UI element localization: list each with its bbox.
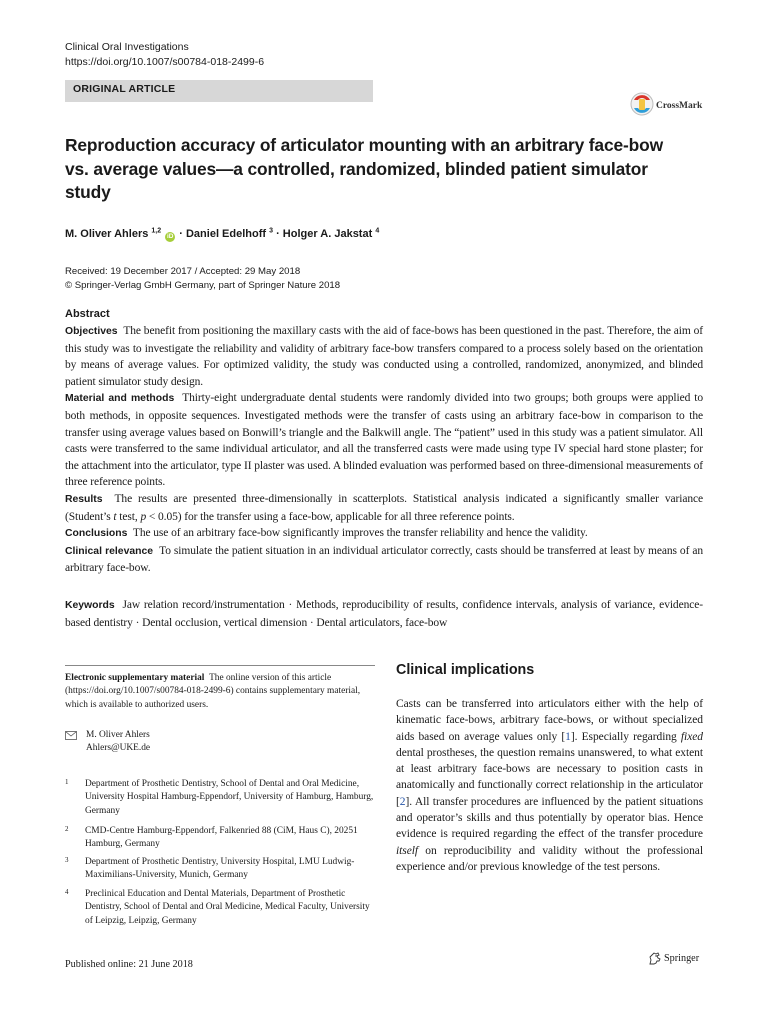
abstract-conclusions bbox=[65, 525, 703, 543]
published-online-date: Published online: 21 June 2018 bbox=[65, 959, 193, 970]
clinical-implications-text bbox=[396, 696, 703, 875]
article-doi-link[interactable]: https://doi.org/10.1007/s00784-018-2499-6 bbox=[65, 56, 265, 68]
received-accepted-dates: Received: 19 December 2017 / Accepted: 29 May 2018 bbox=[65, 266, 301, 277]
reference-link[interactable]: 2 bbox=[399, 795, 406, 808]
springer-horse-icon bbox=[648, 952, 662, 966]
abstract-section-text: Thirty-eight undergraduate dental students were randomly divided into two groups; both groups were applied to both methods, in opposite sequences. Investigated methods were the transfer of casts using an arbitrary face-bow in comparison to the transfer using average values based on Bonwill’s triangle and the Balkwill angle. The “patient” used in this study was a patient simulator. All casts were transferred to the same individual articulator, and all the transferred casts were made using type IV special hard stone plaster; for the attachment into the articulator, type II plaster was used. A blinded evaluation was performed based on three-dimensional measurements of three reference points. bbox=[65, 392, 703, 489]
abstract-heading: Abstract bbox=[65, 308, 110, 320]
article-type-banner bbox=[65, 80, 373, 102]
author-name[interactable]: M. Oliver Ahlers bbox=[65, 228, 149, 240]
abstract-results bbox=[65, 491, 703, 525]
supplementary-doi-link[interactable]: https://doi.org/10.1007/s00784-018-2499-6 bbox=[68, 686, 231, 697]
affiliation-text: Department of Prosthetic Dentistry, University Hospital, LMU Ludwig-Maximilians-University, Munich, Germany bbox=[85, 857, 355, 881]
abstract-section-text: The use of an arbitrary face-bow significantly improves the transfer reliability and hence the validity. bbox=[132, 527, 588, 540]
author-name[interactable]: Daniel Edelhoff bbox=[185, 228, 267, 240]
affiliation-number: 3 bbox=[65, 856, 69, 864]
author-affiliation-sup: 1,2 bbox=[151, 227, 162, 235]
keywords-label: Keywords bbox=[65, 600, 115, 611]
crossmark-badge[interactable] bbox=[630, 92, 710, 122]
author-list bbox=[65, 226, 379, 242]
crossmark-icon bbox=[630, 92, 654, 118]
italic-t: t bbox=[113, 510, 117, 523]
italic-fixed: fixed bbox=[680, 730, 704, 743]
abstract-methods bbox=[65, 390, 703, 491]
body-text: dental prostheses, the question remains unanswered, to what extent at least arbitrary face-bows are necessary to position casts in anatomically and functionally correct relationship in the articulator [ bbox=[396, 746, 703, 808]
affiliation-number: 1 bbox=[65, 778, 69, 786]
keywords bbox=[65, 597, 703, 631]
publisher-name: Springer bbox=[664, 953, 700, 964]
affiliation-text: CMD-Centre Hamburg-Eppendorf, Falkenried 88 (CiM, Haus C), 20251 Hamburg, Germany bbox=[85, 826, 358, 850]
affiliation-number: 4 bbox=[65, 888, 69, 896]
author-name[interactable]: Holger A. Jakstat bbox=[282, 228, 373, 240]
footnote-divider bbox=[65, 665, 375, 666]
author-affiliation-sup: 4 bbox=[375, 227, 380, 235]
abstract-clinical-relevance bbox=[65, 543, 703, 577]
abstract-section-text: The results are presented three-dimensionally in scatterplots. Statistical analysis indicated a significantly smaller variance (Student’s bbox=[65, 492, 703, 523]
abstract-section-label: Results bbox=[65, 493, 103, 505]
reference-link[interactable]: 1 bbox=[565, 730, 571, 743]
abstract-section-label: Material and methods bbox=[65, 393, 175, 405]
supplementary-label: Electronic supplementary material bbox=[65, 673, 205, 683]
author-affiliation-sup: 3 bbox=[269, 227, 274, 235]
affiliation-text: Department of Prosthetic Dentistry, School of Dental and Oral Medicine, University Hospital Hamburg-Eppendorf, University of Hamburg, Hamburg, Germany bbox=[85, 779, 374, 816]
abstract-section-text: test, bbox=[116, 510, 141, 523]
body-text: ]. Especially regarding bbox=[570, 730, 681, 743]
abstract-section-text: To simulate the patient situation in an individual articulator correctly, casts should be transferred at least by means of an arbitrary face-bow. bbox=[65, 544, 703, 575]
envelope-icon bbox=[65, 731, 77, 740]
italic-itself: itself bbox=[396, 844, 419, 857]
abstract-body bbox=[65, 323, 703, 577]
clinical-implications-heading: Clinical implications bbox=[396, 662, 535, 678]
correspondence-name: M. Oliver Ahlers bbox=[86, 730, 150, 740]
copyright-notice: © Springer-Verlag GmbH Germany, part of Springer Nature 2018 bbox=[65, 280, 341, 291]
springer-logo bbox=[648, 952, 708, 968]
affiliation-number: 2 bbox=[65, 825, 69, 833]
body-text: on reproducibility and validity without the professional experience and/or previous knowledge of the test persons. bbox=[396, 844, 703, 873]
abstract-section-text: The benefit from positioning the maxillary casts with the aid of face-bows has been questioned in the past. Therefore, the aim of this study was to investigate the reliability and validity of arbitrary face-bow transfers compared to a process solely based on the orientation by means of average values. For optimized validity, the study was conducted using a controlled, randomized, anonymized, and blinded patient simulator study design. bbox=[65, 325, 703, 388]
correspondence-email[interactable]: Ahlers@UKE.de bbox=[86, 743, 151, 753]
article-title: Reproduction accuracy of articulator mounting with an arbitrary face-bow vs. average values—a controlled, randomized, blinded patient simulator study bbox=[65, 135, 663, 202]
abstract-section-label: Conclusions bbox=[65, 528, 128, 540]
affiliation-text: Preclinical Education and Dental Materials, Department of Prosthetic Dentistry, School of Dental and Oral Medicine, Medical Faculty, University of Leipzig, Leipzig, Germany bbox=[85, 889, 370, 926]
supplementary-text: ) contains supplementary material, which is available to authorized users. bbox=[65, 686, 361, 710]
body-text: Casts can be transferred into articulators either with the help of kinematic face-bows, arbitrary face-bows, or without specialized aids based on average values only [ bbox=[396, 698, 703, 743]
article-type-label: ORIGINAL ARTICLE bbox=[73, 83, 176, 95]
orcid-icon[interactable]: iD bbox=[166, 233, 174, 240]
supplementary-text: The online version of this article ( bbox=[65, 673, 332, 697]
crossmark-label: CrossMark bbox=[656, 101, 703, 111]
abstract-section-label: Clinical relevance bbox=[65, 545, 154, 557]
author-separator: · bbox=[176, 228, 186, 240]
supplementary-material-note bbox=[65, 672, 375, 712]
abstract-objectives bbox=[65, 323, 703, 390]
italic-p: p bbox=[140, 510, 147, 523]
body-text: ]. All transfer procedures are influenced by the patient situations and operator’s skills and thus potentially by operator bias. Hence evidence is required regarding the effect of the transfer procedure bbox=[396, 795, 703, 841]
author-separator: · bbox=[273, 228, 283, 240]
journal-name: Clinical Oral Investigations bbox=[65, 41, 189, 53]
keywords-text: Jaw relation record/instrumentation · Methods, reproducibility of results, confidence intervals, analysis of variance, evidence-based dentistry · Dental occlusion, vertical dimension · Dental articulators, face-bow bbox=[65, 599, 703, 629]
abstract-section-text: < 0.05) for the transfer using a face-bow, applicable for all three reference points. bbox=[146, 510, 515, 523]
abstract-section-label: Objectives bbox=[65, 326, 118, 337]
